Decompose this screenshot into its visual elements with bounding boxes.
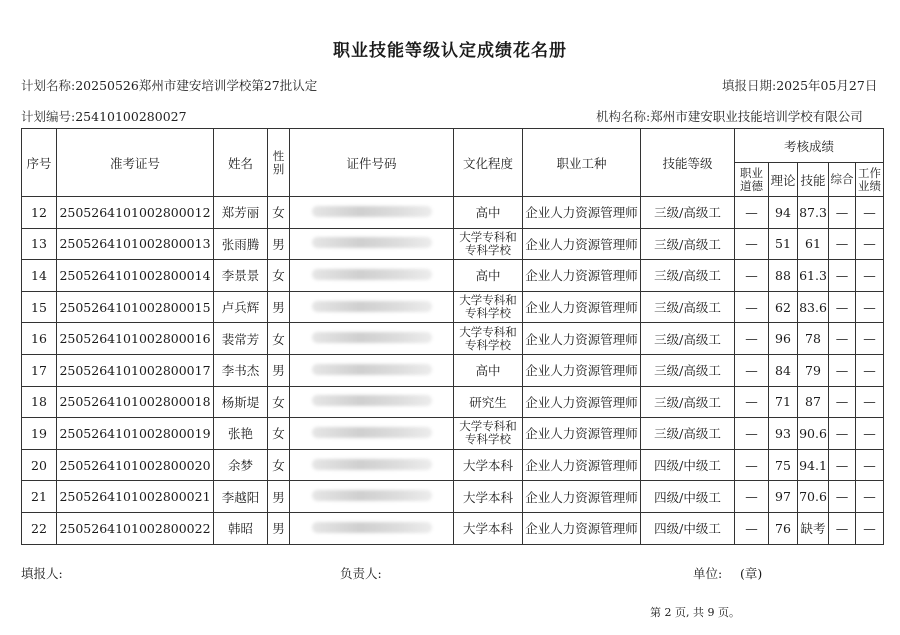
- cell-ethics: —: [735, 449, 769, 481]
- org-name: [596, 107, 863, 125]
- cell-gender: 男: [268, 228, 290, 260]
- cell-performance: —: [856, 228, 884, 260]
- education-line: 专科学校: [465, 306, 511, 321]
- cell-level: 三级/高级工: [641, 197, 735, 229]
- cell-id-no: [290, 481, 454, 513]
- header-occupation: 职业工种: [523, 129, 641, 197]
- table-row: [22, 354, 884, 386]
- cell-ethics: —: [735, 228, 769, 260]
- education-line: 研究生: [469, 394, 507, 410]
- cell-ethics: —: [735, 418, 769, 450]
- cell-theory: 96: [769, 323, 798, 355]
- cell-exam-no: 2505264101002800012: [57, 197, 214, 229]
- redacted-id: [312, 332, 432, 343]
- redacted-id: [312, 459, 432, 470]
- cell-name: 卢兵辉: [214, 291, 268, 323]
- cell-gender: 男: [268, 354, 290, 386]
- cell-theory: 97: [769, 481, 798, 513]
- roster-table: [21, 128, 884, 545]
- cell-name: 李景景: [214, 260, 268, 292]
- cell-education: [454, 197, 523, 229]
- org-name-value: 郑州市建安职业技能培训学校有限公司: [650, 109, 863, 124]
- cell-education: [454, 512, 523, 544]
- cell-education: [454, 291, 523, 323]
- footer-unit: 单位:: [693, 566, 723, 581]
- table-row: [22, 481, 884, 513]
- cell-name: 张雨腾: [214, 228, 268, 260]
- header-skill: 技能: [798, 163, 829, 197]
- page-number: 第 2 页, 共 9 页。: [650, 606, 740, 619]
- table-row: [22, 449, 884, 481]
- cell-gender: 女: [268, 386, 290, 418]
- plan-no-label: 计划编号:: [21, 109, 76, 124]
- cell-ethics: —: [735, 481, 769, 513]
- cell-comprehensive: —: [829, 260, 856, 292]
- fill-date: [722, 76, 877, 94]
- education-line: 大学本科: [462, 458, 513, 474]
- cell-occupation: 企业人力资源管理师: [523, 354, 641, 386]
- table-row: [22, 228, 884, 260]
- cell-occupation: 企业人力资源管理师: [523, 449, 641, 481]
- cell-education: [454, 228, 523, 260]
- plan-name-value: 20250526郑州市建安培训学校第27批认定: [75, 78, 318, 93]
- cell-gender: 女: [268, 449, 290, 481]
- cell-comprehensive: —: [829, 197, 856, 229]
- cell-occupation: 企业人力资源管理师: [523, 323, 641, 355]
- cell-seq: 16: [22, 323, 57, 355]
- cell-skill: 94.1: [798, 449, 829, 481]
- cell-level: 三级/高级工: [641, 418, 735, 450]
- header-name: 姓名: [214, 129, 268, 197]
- cell-skill: 70.6: [798, 481, 829, 513]
- cell-gender: 男: [268, 512, 290, 544]
- table-row: [22, 291, 884, 323]
- cell-education: [454, 386, 523, 418]
- fill-date-value: 2025年05月27日: [776, 78, 878, 93]
- header-education: 文化程度: [454, 129, 523, 197]
- cell-ethics: —: [735, 512, 769, 544]
- cell-level: 三级/高级工: [641, 354, 735, 386]
- cell-seq: 13: [22, 228, 57, 260]
- cell-gender: 女: [268, 418, 290, 450]
- cell-seq: 17: [22, 354, 57, 386]
- cell-education: [454, 449, 523, 481]
- cell-occupation: 企业人力资源管理师: [523, 481, 641, 513]
- cell-seq: 19: [22, 418, 57, 450]
- cell-performance: —: [856, 449, 884, 481]
- cell-seq: 20: [22, 449, 57, 481]
- cell-performance: —: [856, 354, 884, 386]
- header-theory: 理论: [769, 163, 798, 197]
- cell-id-no: [290, 449, 454, 481]
- cell-name: 韩昭: [214, 512, 268, 544]
- cell-id-no: [290, 323, 454, 355]
- cell-level: 三级/高级工: [641, 228, 735, 260]
- cell-performance: —: [856, 418, 884, 450]
- education-line: 高中: [475, 363, 501, 379]
- cell-level: 三级/高级工: [641, 386, 735, 418]
- cell-occupation: 企业人力资源管理师: [523, 197, 641, 229]
- cell-comprehensive: —: [829, 418, 856, 450]
- cell-level: 三级/高级工: [641, 291, 735, 323]
- header-scores: 考核成绩: [735, 129, 884, 163]
- education-line: 大学专科和: [459, 419, 517, 434]
- education-line: 大学本科: [462, 489, 513, 505]
- document-title: 职业技能等级认定成绩花名册: [333, 41, 567, 61]
- footer-filler: 填报人:: [21, 566, 63, 581]
- plan-name-label: 计划名称:: [21, 78, 76, 93]
- cell-seq: 14: [22, 260, 57, 292]
- table-row: [22, 418, 884, 450]
- cell-seq: 15: [22, 291, 57, 323]
- cell-comprehensive: —: [829, 323, 856, 355]
- cell-exam-no: 2505264101002800013: [57, 228, 214, 260]
- education-line: 大学专科和: [459, 324, 517, 339]
- cell-performance: —: [856, 481, 884, 513]
- cell-exam-no: 2505264101002800022: [57, 512, 214, 544]
- cell-skill: 79: [798, 354, 829, 386]
- cell-skill: 缺考: [798, 512, 829, 544]
- table-row: [22, 386, 884, 418]
- header-gender: 性别: [268, 129, 290, 197]
- footer-seal: (章): [740, 566, 763, 581]
- cell-occupation: 企业人力资源管理师: [523, 228, 641, 260]
- cell-education: [454, 323, 523, 355]
- cell-gender: 男: [268, 481, 290, 513]
- cell-occupation: 企业人力资源管理师: [523, 512, 641, 544]
- cell-performance: —: [856, 197, 884, 229]
- cell-ethics: —: [735, 354, 769, 386]
- cell-name: 余梦: [214, 449, 268, 481]
- cell-performance: —: [856, 323, 884, 355]
- cell-theory: 76: [769, 512, 798, 544]
- cell-name: 李书杰: [214, 354, 268, 386]
- cell-performance: —: [856, 386, 884, 418]
- cell-ethics: —: [735, 260, 769, 292]
- cell-ethics: —: [735, 291, 769, 323]
- cell-education: [454, 260, 523, 292]
- education-line: 大学本科: [462, 521, 513, 537]
- cell-id-no: [290, 386, 454, 418]
- cell-performance: —: [856, 291, 884, 323]
- cell-comprehensive: —: [829, 386, 856, 418]
- cell-comprehensive: —: [829, 481, 856, 513]
- cell-id-no: [290, 197, 454, 229]
- cell-education: [454, 481, 523, 513]
- education-line: 高中: [475, 268, 501, 284]
- cell-level: 四级/中级工: [641, 449, 735, 481]
- cell-gender: 女: [268, 323, 290, 355]
- cell-theory: 75: [769, 449, 798, 481]
- cell-id-no: [290, 260, 454, 292]
- cell-seq: 18: [22, 386, 57, 418]
- cell-gender: 男: [268, 291, 290, 323]
- cell-theory: 94: [769, 197, 798, 229]
- cell-gender: 女: [268, 197, 290, 229]
- table-row: [22, 323, 884, 355]
- cell-level: 四级/中级工: [641, 512, 735, 544]
- cell-name: 张艳: [214, 418, 268, 450]
- org-name-label: 机构名称:: [596, 109, 651, 124]
- cell-comprehensive: —: [829, 512, 856, 544]
- cell-exam-no: 2505264101002800019: [57, 418, 214, 450]
- cell-skill: 61: [798, 228, 829, 260]
- cell-skill: 87: [798, 386, 829, 418]
- education-line: 专科学校: [465, 337, 511, 352]
- cell-gender: 女: [268, 260, 290, 292]
- cell-seq: 22: [22, 512, 57, 544]
- header-id-no: 证件号码: [290, 129, 454, 197]
- education-line: 专科学校: [465, 432, 511, 447]
- cell-comprehensive: —: [829, 228, 856, 260]
- cell-theory: 88: [769, 260, 798, 292]
- plan-no-value: 25410100280027: [75, 109, 187, 124]
- table-row: [22, 260, 884, 292]
- cell-comprehensive: —: [829, 354, 856, 386]
- header-level: 技能等级: [641, 129, 735, 197]
- cell-ethics: —: [735, 323, 769, 355]
- redacted-id: [312, 395, 432, 406]
- cell-exam-no: 2505264101002800021: [57, 481, 214, 513]
- cell-performance: —: [856, 260, 884, 292]
- cell-comprehensive: —: [829, 291, 856, 323]
- cell-exam-no: 2505264101002800020: [57, 449, 214, 481]
- cell-theory: 71: [769, 386, 798, 418]
- header-performance: 工作业绩: [856, 163, 884, 197]
- fill-date-label: 填报日期:: [722, 78, 777, 93]
- cell-skill: 87.3: [798, 197, 829, 229]
- cell-exam-no: 2505264101002800017: [57, 354, 214, 386]
- header-ethics: 职业道德: [735, 163, 769, 197]
- cell-seq: 21: [22, 481, 57, 513]
- cell-level: 三级/高级工: [641, 260, 735, 292]
- cell-skill: 61.3: [798, 260, 829, 292]
- redacted-id: [312, 490, 432, 501]
- cell-skill: 83.6: [798, 291, 829, 323]
- plan-no: [21, 107, 187, 125]
- redacted-id: [312, 522, 432, 533]
- redacted-id: [312, 301, 432, 312]
- cell-id-no: [290, 291, 454, 323]
- cell-skill: 78: [798, 323, 829, 355]
- education-line: 大学专科和: [459, 229, 517, 244]
- cell-occupation: 企业人力资源管理师: [523, 260, 641, 292]
- cell-name: 李越阳: [214, 481, 268, 513]
- cell-education: [454, 354, 523, 386]
- cell-exam-no: 2505264101002800015: [57, 291, 214, 323]
- header-exam-no: 准考证号: [57, 129, 214, 197]
- cell-comprehensive: —: [829, 449, 856, 481]
- redacted-id: [312, 206, 432, 217]
- cell-theory: 51: [769, 228, 798, 260]
- education-line: 专科学校: [465, 242, 511, 257]
- cell-theory: 84: [769, 354, 798, 386]
- cell-id-no: [290, 512, 454, 544]
- cell-occupation: 企业人力资源管理师: [523, 386, 641, 418]
- cell-id-no: [290, 418, 454, 450]
- footer-responsible: 负责人:: [340, 566, 382, 581]
- cell-name: 裴常芳: [214, 323, 268, 355]
- roster-body: [22, 197, 884, 545]
- table-row: [22, 197, 884, 229]
- cell-id-no: [290, 354, 454, 386]
- cell-occupation: 企业人力资源管理师: [523, 291, 641, 323]
- cell-name: 杨斯堤: [214, 386, 268, 418]
- table-row: [22, 512, 884, 544]
- cell-name: 郑芳丽: [214, 197, 268, 229]
- cell-theory: 62: [769, 291, 798, 323]
- education-line: 大学专科和: [459, 293, 517, 308]
- redacted-id: [312, 269, 432, 280]
- cell-theory: 93: [769, 418, 798, 450]
- education-line: 高中: [475, 205, 501, 221]
- cell-ethics: —: [735, 386, 769, 418]
- cell-exam-no: 2505264101002800014: [57, 260, 214, 292]
- cell-ethics: —: [735, 197, 769, 229]
- cell-id-no: [290, 228, 454, 260]
- cell-exam-no: 2505264101002800018: [57, 386, 214, 418]
- header-seq: 序号: [22, 129, 57, 197]
- cell-education: [454, 418, 523, 450]
- cell-level: 三级/高级工: [641, 323, 735, 355]
- cell-occupation: 企业人力资源管理师: [523, 418, 641, 450]
- plan-name: [21, 76, 317, 94]
- redacted-id: [312, 237, 432, 248]
- cell-skill: 90.6: [798, 418, 829, 450]
- cell-level: 四级/中级工: [641, 481, 735, 513]
- header-comprehensive: 综合: [829, 163, 856, 197]
- cell-seq: 12: [22, 197, 57, 229]
- redacted-id: [312, 364, 432, 375]
- redacted-id: [312, 427, 432, 438]
- cell-performance: —: [856, 512, 884, 544]
- cell-exam-no: 2505264101002800016: [57, 323, 214, 355]
